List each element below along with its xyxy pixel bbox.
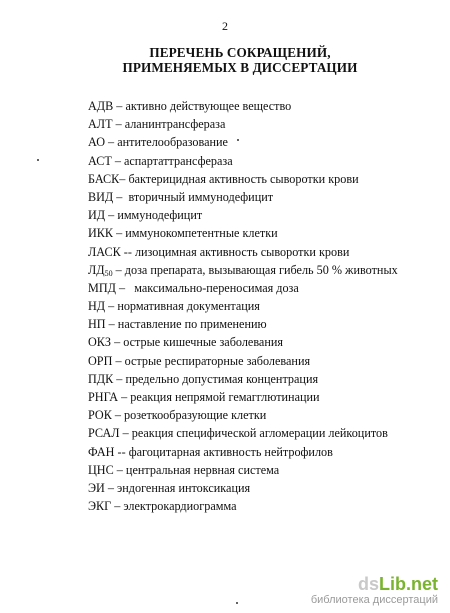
abbreviation-separator: – bbox=[115, 280, 135, 295]
abbreviation-definition: вторичный иммунодефицит bbox=[128, 189, 274, 204]
abbreviation-item bbox=[88, 443, 398, 461]
abbreviation-item bbox=[88, 479, 398, 497]
abbreviation-item bbox=[88, 261, 398, 279]
abbreviation-term: АЛТ bbox=[88, 117, 113, 132]
abbreviation-definition: наставление по применению bbox=[117, 317, 267, 332]
abbreviation-definition: аланинтрансфераза bbox=[124, 117, 226, 132]
abbreviation-item bbox=[88, 133, 398, 151]
abbreviation-separator: – bbox=[111, 153, 124, 168]
abbreviation-item bbox=[88, 279, 398, 297]
abbreviation-definition: электрокардиограмма bbox=[123, 499, 237, 514]
abbreviation-term: ИКК bbox=[88, 226, 114, 241]
abbreviation-definition: реакция специфической агломерации лейкоцитов bbox=[131, 426, 388, 441]
watermark-logo-prefix: ds bbox=[357, 574, 379, 594]
abbreviation-item bbox=[88, 497, 398, 515]
abbreviation-separator: -- bbox=[120, 244, 135, 259]
scan-speck bbox=[237, 139, 239, 141]
abbreviation-item bbox=[88, 352, 398, 370]
abbreviation-separator: – bbox=[118, 390, 131, 404]
abbreviation-separator: – bbox=[113, 226, 126, 241]
abbreviation-term: ЛД bbox=[88, 262, 105, 277]
abbreviation-separator: – bbox=[119, 171, 129, 186]
scan-speck bbox=[236, 602, 238, 604]
abbreviation-item bbox=[88, 406, 398, 424]
abbreviation-term: НД bbox=[88, 299, 106, 314]
abbreviation-term: ИД bbox=[88, 208, 106, 223]
abbreviation-separator: – bbox=[112, 353, 125, 368]
abbreviation-separator: – bbox=[113, 189, 129, 204]
abbreviation-definition: острые кишечные заболевания bbox=[123, 335, 283, 350]
abbreviation-term: АО bbox=[88, 135, 105, 150]
abbreviation-separator: – bbox=[112, 117, 125, 132]
abbreviation-item bbox=[88, 188, 398, 206]
abbreviation-separator: – bbox=[113, 99, 126, 113]
abbreviation-separator: -- bbox=[114, 444, 129, 459]
abbreviation-separator: – bbox=[105, 299, 118, 314]
abbreviation-term: ОКЗ bbox=[88, 335, 112, 350]
abbreviation-separator: – bbox=[105, 135, 118, 150]
abbreviation-separator: – bbox=[111, 499, 124, 514]
abbreviation-item bbox=[88, 388, 398, 406]
abbreviation-definition: антителообразование bbox=[117, 135, 228, 150]
abbreviation-term: ЭКГ bbox=[88, 499, 112, 514]
abbreviation-term: РОК bbox=[88, 408, 112, 423]
abbreviation-item bbox=[88, 224, 398, 242]
abbreviation-definition: бактерицидная активность сыворотки крови bbox=[128, 171, 359, 186]
abbreviation-term: РНГА bbox=[88, 390, 119, 404]
abbreviation-term: МПД bbox=[88, 280, 116, 295]
abbreviation-term: АСТ bbox=[88, 153, 112, 168]
abbreviation-term: ЛАСК bbox=[88, 244, 121, 259]
abbreviation-separator: – bbox=[111, 335, 124, 350]
watermark-logo-rest: Lib.net bbox=[379, 574, 438, 594]
abbreviation-term: ПДК bbox=[88, 371, 114, 386]
abbreviation-separator: – bbox=[119, 426, 132, 441]
abbreviation-term: ФАН bbox=[88, 444, 115, 459]
abbreviation-definition: доза препарата, вызывающая гибель 50 % животных bbox=[124, 262, 398, 277]
abbreviation-term: ЭИ bbox=[88, 480, 105, 495]
abbreviation-item bbox=[88, 424, 398, 442]
abbreviation-definition: максимально-переносимая доза bbox=[134, 280, 299, 295]
abbreviation-separator: – bbox=[105, 317, 118, 332]
abbreviation-item bbox=[88, 370, 398, 388]
abbreviation-item bbox=[88, 115, 398, 133]
abbreviation-item bbox=[88, 297, 398, 315]
watermark-subtitle: библиотека диссертаций bbox=[310, 594, 438, 606]
abbreviation-separator: – bbox=[113, 371, 126, 386]
scan-speck bbox=[37, 159, 39, 161]
abbreviation-definition: острые респираторные заболевания bbox=[124, 353, 311, 368]
abbreviation-term: БАСК bbox=[88, 171, 120, 186]
abbreviation-separator: – bbox=[112, 262, 125, 277]
abbreviation-term: ЦНС bbox=[88, 462, 114, 477]
abbreviation-separator: – bbox=[105, 208, 118, 223]
abbreviation-term: ВИД bbox=[88, 189, 114, 204]
abbreviation-definition: предельно допустимая концентрация bbox=[125, 371, 319, 386]
abbreviation-definition: лизоцимная активность сыворотки крови bbox=[134, 244, 350, 259]
watermark-logo bbox=[311, 574, 438, 594]
abbreviation-definition: нормативная документация bbox=[117, 299, 260, 314]
page-number: 2 bbox=[222, 19, 228, 33]
abbreviation-definition: розеткообразующие клетки bbox=[124, 408, 267, 423]
abbreviation-definition: иммунодефицит bbox=[117, 208, 203, 223]
abbreviation-term: ОРП bbox=[88, 353, 113, 368]
abbreviation-definition: иммунокомпетентные клетки bbox=[125, 226, 278, 241]
abbreviation-item bbox=[88, 206, 398, 224]
abbreviation-item bbox=[88, 461, 398, 479]
abbreviation-item bbox=[88, 333, 398, 351]
abbreviation-definition: эндогенная интоксикация bbox=[117, 480, 251, 495]
abbreviation-definition: аспартаттрансфераза bbox=[123, 153, 233, 168]
abbreviation-separator: – bbox=[104, 480, 118, 495]
abbreviation-term: АДВ bbox=[88, 99, 114, 113]
abbreviation-term: НП bbox=[88, 317, 106, 332]
watermark bbox=[311, 574, 438, 607]
abbreviation-item bbox=[88, 315, 398, 333]
abbreviation-definition: центральная нервная система bbox=[125, 462, 280, 477]
abbreviation-definition: фагоцитарная активность нейтрофилов bbox=[128, 444, 333, 459]
abbreviation-definition: реакция непрямой гемагглютинации bbox=[130, 390, 320, 404]
abbreviation-separator: – bbox=[113, 462, 126, 477]
abbreviation-list bbox=[88, 97, 398, 515]
page-heading: ПЕРЕЧЕНЬ СОКРАЩЕНИЙ, ПРИМЕНЯЕМЫХ В ДИССЕРТАЦИИ bbox=[122, 45, 358, 75]
abbreviation-item bbox=[88, 152, 398, 170]
abbreviation-definition: активно действующее вещество bbox=[125, 99, 292, 113]
abbreviation-term: РСАЛ bbox=[88, 426, 120, 441]
abbreviation-separator: – bbox=[111, 408, 125, 423]
abbreviation-item bbox=[88, 243, 398, 261]
abbreviation-item bbox=[88, 97, 398, 115]
abbreviation-item bbox=[88, 170, 398, 188]
abbreviation-subscript: 50 bbox=[104, 268, 113, 278]
